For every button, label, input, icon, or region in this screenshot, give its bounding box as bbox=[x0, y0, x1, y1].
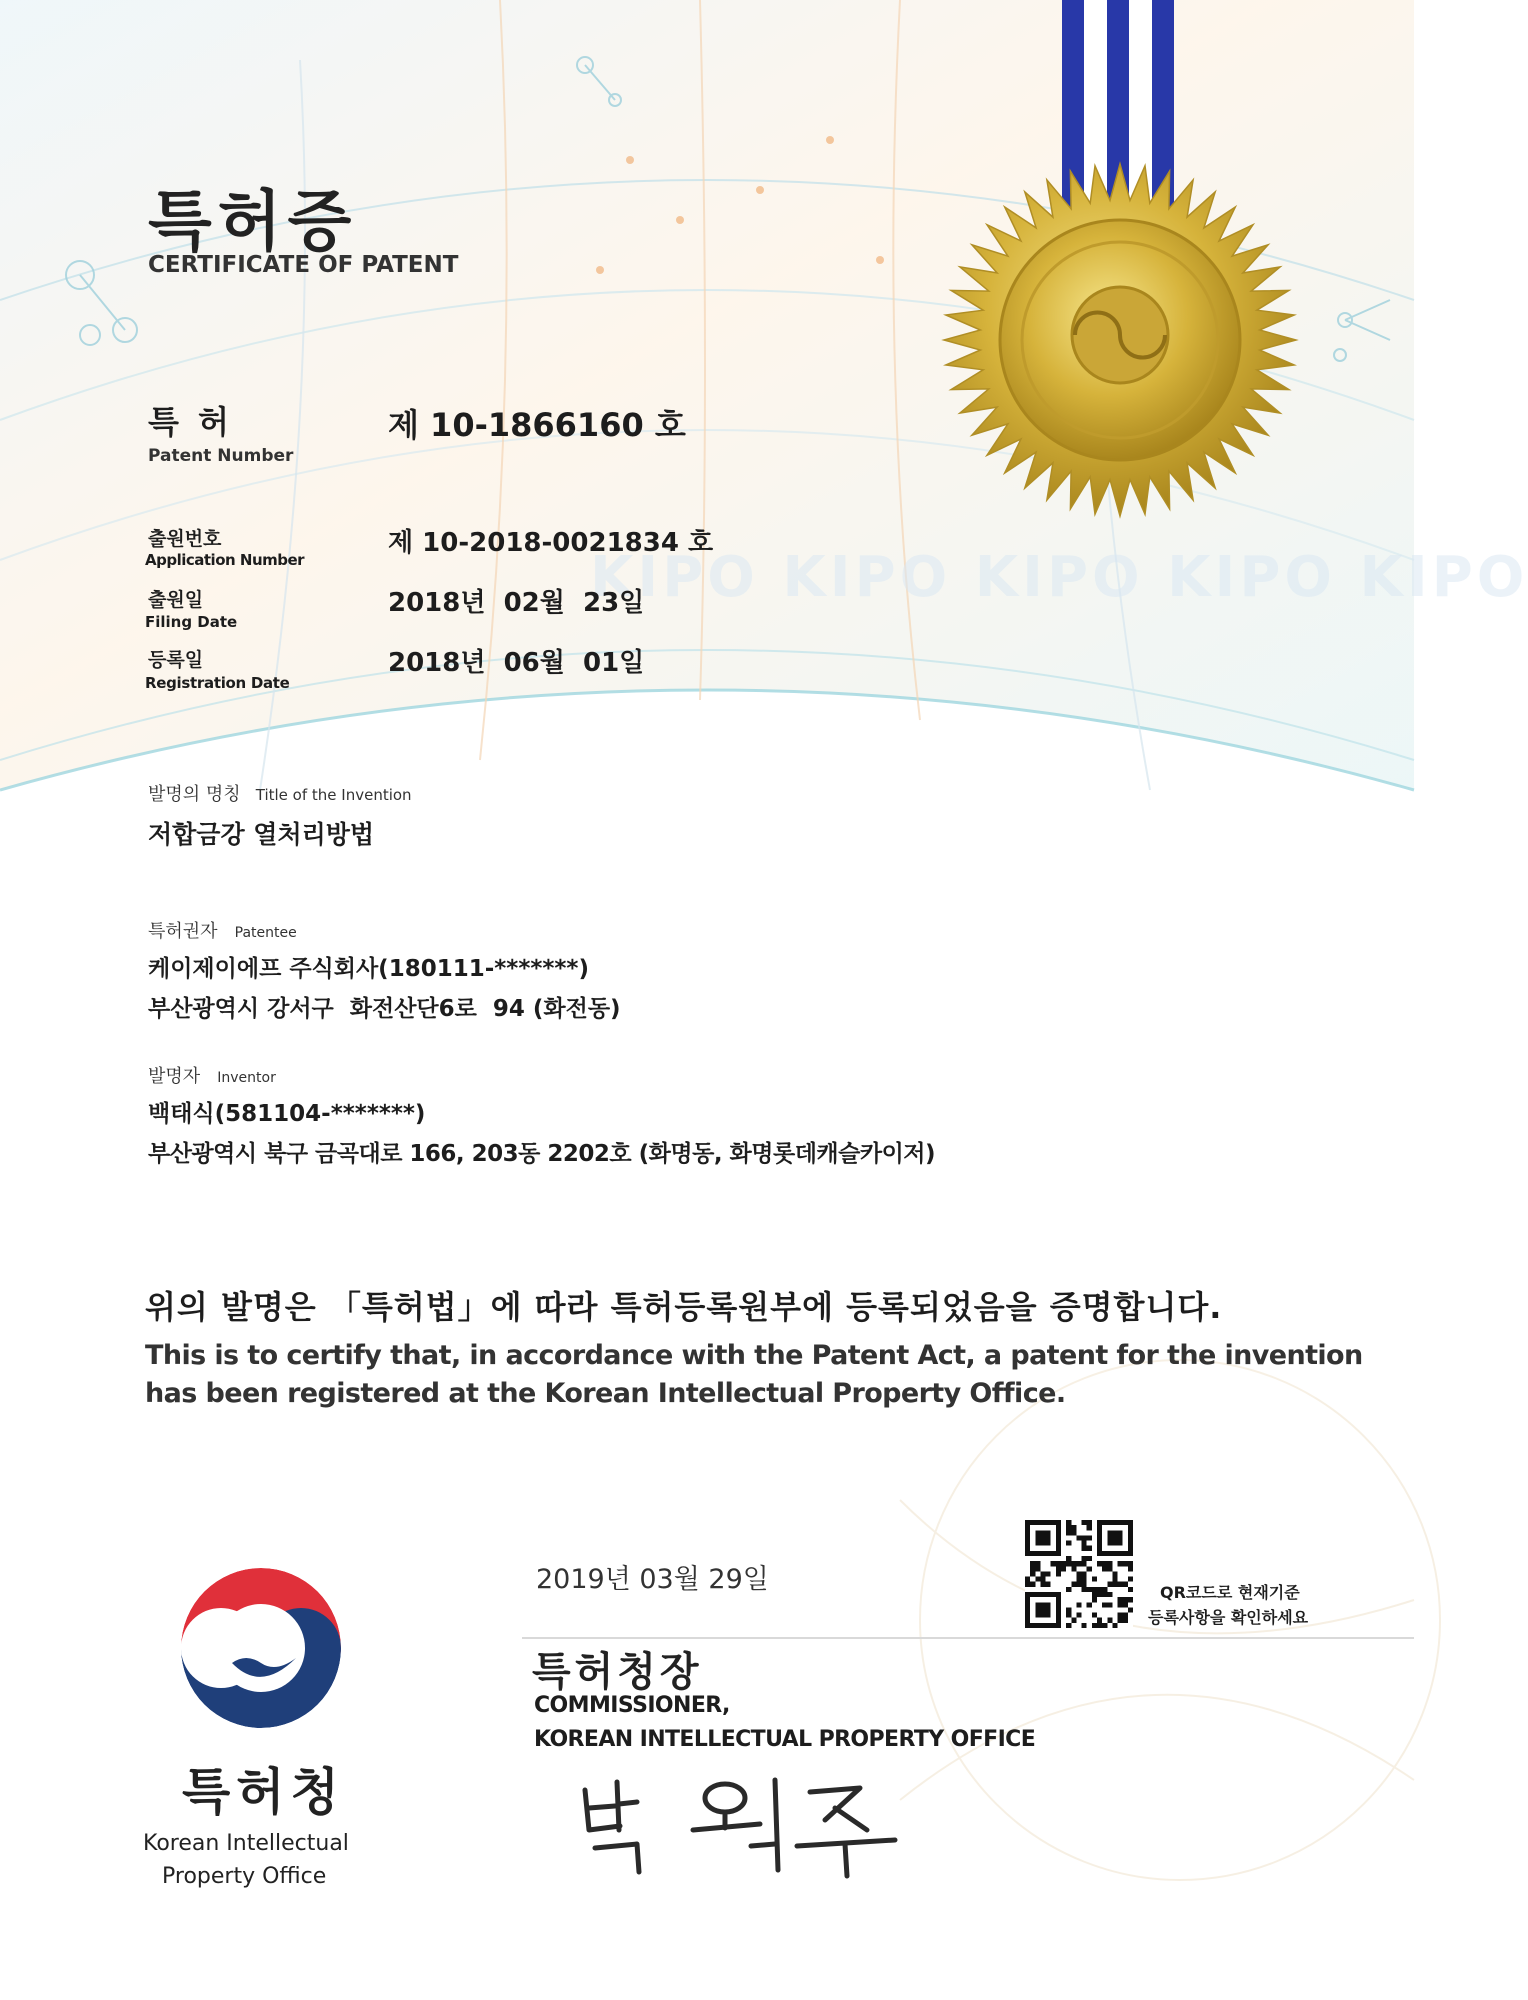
invention-title-label bbox=[148, 780, 412, 806]
inventor-label-en: Inventor bbox=[217, 1070, 276, 1086]
invention-title-label-en: Title of the Invention bbox=[255, 786, 412, 804]
registration-date-label-en: Registration Date bbox=[145, 674, 290, 692]
commissioner-title-en-line1: COMMISSIONER, bbox=[534, 1693, 730, 1718]
title-english: CERTIFICATE OF PATENT bbox=[148, 252, 459, 278]
patentee-label bbox=[148, 917, 297, 943]
inventor-address: 부산광역시 북구 금곡대로 166, 203동 2202호 (화명동, 화명롯데캐슬카이저) bbox=[148, 1141, 936, 1167]
patent-number-label-en: Patent Number bbox=[148, 446, 294, 466]
title-korean: 특허증 bbox=[148, 183, 358, 260]
kipo-watermark: KIPO KIPO KIPO KIPO KIPO bbox=[590, 545, 1528, 610]
patentee-name: 케이제이에프 주식회사(180111-*******) bbox=[148, 956, 589, 982]
inventor-label-ko: 발명자 bbox=[148, 1066, 201, 1087]
qr-note-line2: 등록사항을 확인하세요 bbox=[1148, 1608, 1309, 1627]
certification-statement-ko: 위의 발명은 「특허법」에 따라 특허등록원부에 등록되었음을 증명합니다. bbox=[145, 1288, 1223, 1326]
application-number-label-en: Application Number bbox=[145, 551, 305, 569]
kipo-name-en-line1: Korean Intellectual bbox=[143, 1831, 349, 1856]
kipo-name-ko: 특허청 bbox=[182, 1763, 345, 1821]
commissioner-divider bbox=[522, 1637, 1414, 1639]
registration-date-value: 2018년 06월 01일 bbox=[388, 648, 645, 678]
issue-date: 2019년 03월 29일 bbox=[536, 1564, 769, 1595]
inventor-name: 백태식(581104-*******) bbox=[148, 1101, 426, 1127]
patent-number-value: 제 10-1866160 호 bbox=[388, 406, 686, 444]
qr-note-line1: QR코드로 현재기준 bbox=[1160, 1583, 1300, 1602]
patentee-address: 부산광역시 강서구 화전산단6로 94 (화전동) bbox=[148, 996, 621, 1022]
certification-statement-en-line2: has been registered at the Korean Intellectual Property Office. bbox=[145, 1378, 1066, 1409]
application-number-value: 제 10-2018-0021834 호 bbox=[388, 528, 714, 558]
registration-date-label-ko: 등록일 bbox=[148, 649, 204, 671]
qr-code[interactable] bbox=[1025, 1520, 1133, 1628]
filing-date-value: 2018년 02월 23일 bbox=[388, 588, 645, 618]
commissioner-title-ko: 특허청장 bbox=[532, 1649, 703, 1695]
kipo-emblem bbox=[176, 1563, 346, 1733]
commissioner-signature bbox=[575, 1760, 915, 1880]
patentee-label-en: Patentee bbox=[234, 925, 297, 941]
patent-number-label-ko: 특 허 bbox=[148, 403, 233, 441]
inventor-label bbox=[148, 1062, 276, 1088]
certification-statement-en-line1: This is to certify that, in accordance with the Patent Act, a patent for the invention bbox=[145, 1340, 1363, 1371]
filing-date-label-en: Filing Date bbox=[145, 613, 238, 631]
filing-date-label-ko: 출원일 bbox=[148, 589, 204, 611]
application-number-label-ko: 출원번호 bbox=[148, 528, 222, 550]
patentee-label-ko: 특허권자 bbox=[148, 921, 218, 942]
invention-title-value: 저합금강 열처리방법 bbox=[148, 820, 375, 849]
commissioner-title-en-line2: KOREAN INTELLECTUAL PROPERTY OFFICE bbox=[534, 1727, 1036, 1752]
kipo-name-en-line2: Property Office bbox=[162, 1864, 327, 1889]
invention-title-label-ko: 발명의 명칭 bbox=[148, 784, 241, 805]
